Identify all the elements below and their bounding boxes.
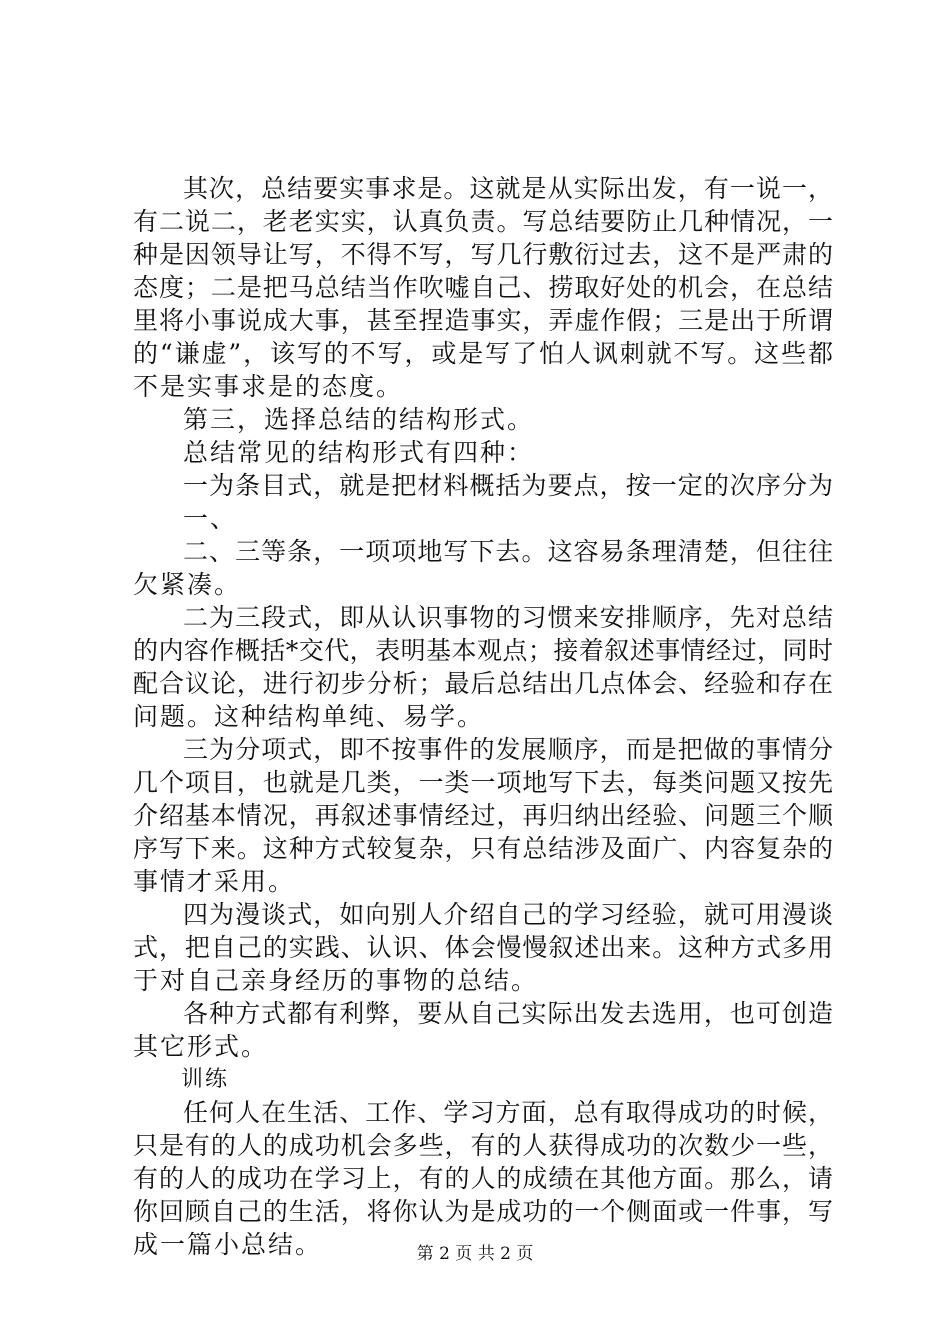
text-line: 不是实事求是的态度。 xyxy=(133,372,404,401)
text-line: 第三，选择总结的结构形式。 xyxy=(183,405,535,434)
text-line: 问题。这种结构单纯、易学。 xyxy=(133,702,485,731)
document-body xyxy=(133,172,833,1261)
text-line: 配合议论，进行初步分析；最后总结出几点体会、经验和存在 xyxy=(133,669,833,698)
text-line: 其次，总结要实事求是。这就是从实际出发，有一说一， xyxy=(183,174,833,203)
text-line: 各种方式都有利弊，要从自己实际出发去选用，也可创造 xyxy=(183,999,833,1028)
text-line: 式，把自己的实践、认识、体会慢慢叙述出来。这种方式多用 xyxy=(133,933,833,962)
section-heading: 训练 xyxy=(181,1067,230,1092)
text-line: 介绍基本情况，再叙述事情经过，再归纳出经验、问题三个顺 xyxy=(133,801,833,830)
text-line: 只是有的人的成功机会多些，有的人获得成功的次数少一些， xyxy=(133,1131,833,1160)
text-line: 的内容作概括*交代，表明基本观点；接着叙述事情经过，同时 xyxy=(133,636,833,665)
text-line: 态度；二是把马总结当作吹嘘自己、捞取好处的机会，在总结 xyxy=(133,273,833,302)
text-line: 欠紧凑。 xyxy=(133,570,242,599)
text-line: 里将小事说成大事，甚至捏造事实，弄虚作假；三是出于所谓 xyxy=(133,306,833,335)
text-line: 你回顾自己的生活，将你认为是成功的一个侧面或一件事，写 xyxy=(133,1197,833,1226)
text-line: 成一篇小总结。 xyxy=(133,1230,323,1259)
text-line: 一、 xyxy=(183,504,238,533)
text-line: 一为条目式，就是把材料概括为要点，按一定的次序分为 xyxy=(183,471,833,500)
text-line: 于对自己亲身经历的事物的总结。 xyxy=(133,966,539,995)
text-line: 事情才采用。 xyxy=(133,867,296,896)
text-line: 任何人在生活、工作、学习方面，总有取得成功的时候， xyxy=(183,1098,833,1127)
text-line: 种是因领导让写，不得不写，写几行敷衍过去，这不是严肃的 xyxy=(133,240,833,269)
text-line: 四为漫谈式，如向别人介绍自己的学习经验，就可用漫谈 xyxy=(183,900,833,929)
text-line: 的“谦虚”，该写的不写，或是写了怕人讽刺就不写。这些都 xyxy=(133,339,833,368)
text-line: 有的人的成功在学习上，有的人的成绩在其他方面。那么，请 xyxy=(133,1164,833,1193)
text-line: 三为分项式，即不按事件的发展顺序，而是把做的事情分 xyxy=(183,735,833,764)
page-number-footer: 第 2 页 共 2 页 xyxy=(416,1244,534,1264)
text-line: 二、三等条，一项项地写下去。这容易条理清楚，但往往 xyxy=(183,537,833,566)
text-line: 几个项目，也就是几类，一类一项地写下去，每类问题又按先 xyxy=(133,768,833,797)
text-line: 序写下来。这种方式较复杂，只有总结涉及面广、内容复杂的 xyxy=(133,834,833,863)
text-line: 二为三段式，即从认识事物的习惯来安排顺序，先对总结 xyxy=(183,603,833,632)
text-line: 其它形式。 xyxy=(133,1032,269,1061)
text-line: 有二说二，老老实实，认真负责。写总结要防止几种情况，一 xyxy=(133,207,833,236)
text-line: 总结常见的结构形式有四种： xyxy=(183,438,535,467)
